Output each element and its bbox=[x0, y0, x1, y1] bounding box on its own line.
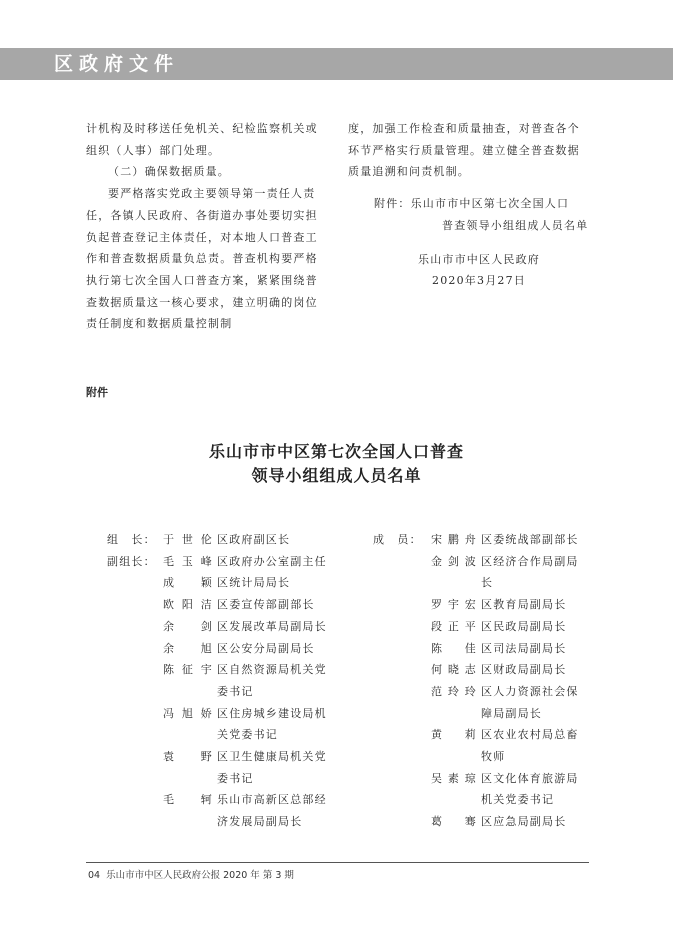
roster-role bbox=[373, 789, 431, 811]
roster-row bbox=[107, 659, 352, 681]
roster-row bbox=[107, 768, 352, 790]
roster-row bbox=[373, 551, 595, 573]
roster-name: 罗宇宏 bbox=[431, 598, 477, 612]
roster-name: 陈佳 bbox=[431, 641, 477, 655]
roster-position: 区委宣传部副部长 bbox=[217, 598, 315, 612]
roster-row bbox=[107, 724, 352, 746]
roster-row bbox=[373, 789, 595, 811]
section-header-bar bbox=[0, 48, 673, 80]
roster-row bbox=[107, 703, 352, 725]
roster-name: 葛骞 bbox=[431, 815, 477, 829]
attachment-label: 附件 bbox=[86, 386, 108, 399]
roster-position: 区住房城乡建设局机 bbox=[217, 706, 327, 720]
roster-name: 成颖 bbox=[163, 576, 213, 590]
roster-position: 济发展局副局长 bbox=[217, 815, 303, 829]
roster-role bbox=[373, 659, 431, 681]
roster-role bbox=[107, 616, 163, 638]
roster-position: 乐山市高新区总部经 bbox=[217, 793, 327, 807]
roster-position: 长 bbox=[481, 576, 494, 590]
body-paragraph: 要严格落实党政主要领导第一责任人责任，各镇人民政府、各街道办事处要切实担负起普查登记主体责任，对本地人口普查工作和普查数据质量负总责。普查机构要严格执行第七次全国人口普查方案，紧紧围绕普查数据质量这一核心要求，建立明确的岗位责任制度和数据质量控制制 bbox=[86, 187, 318, 331]
body-paragraph: 度，加强工作检查和质量抽查，对普查各个环节严格实行质量管理。建立健全普查数据质量追溯和问责机制。 bbox=[348, 122, 580, 179]
body-paragraph: （二）确保数据质量。 bbox=[108, 165, 230, 179]
attachment-note-line2: 普查领导小组组成人员名单 bbox=[442, 218, 589, 232]
roster-name bbox=[431, 746, 481, 768]
roster-position: 区卫生健康局机关党 bbox=[217, 750, 327, 764]
roster-name: 段正平 bbox=[431, 619, 477, 633]
roster-role bbox=[373, 746, 431, 768]
document-title-line2: 领导小组组成人员名单 bbox=[251, 466, 422, 485]
roster-role bbox=[107, 724, 163, 746]
roster-role bbox=[107, 811, 163, 833]
roster-role bbox=[107, 659, 163, 681]
roster-role bbox=[373, 724, 431, 746]
roster-position: 区民政局副局长 bbox=[481, 619, 567, 633]
roster-name: 金剑波 bbox=[431, 554, 477, 568]
roster-name: 吴素琼 bbox=[431, 771, 477, 785]
roster-name: 陈征宇 bbox=[163, 663, 213, 677]
roster-left-column bbox=[107, 529, 352, 833]
roster-name bbox=[163, 768, 217, 790]
roster-position: 障局副局长 bbox=[481, 706, 542, 720]
roster-role bbox=[107, 572, 163, 594]
roster-role: 副组长： bbox=[107, 554, 156, 568]
roster-row bbox=[373, 659, 595, 681]
roster-name bbox=[163, 681, 217, 703]
roster-name: 何晓志 bbox=[431, 663, 477, 677]
roster-right-column bbox=[373, 529, 595, 833]
roster-position: 区自然资源局机关党 bbox=[217, 663, 327, 677]
document-title-line1: 乐山市市中区第七次全国人口普查 bbox=[208, 442, 464, 461]
roster-position: 委书记 bbox=[217, 771, 254, 785]
roster-name bbox=[431, 572, 481, 594]
roster-position: 区人力资源社会保 bbox=[481, 684, 579, 698]
roster-position: 牧师 bbox=[481, 750, 506, 764]
roster-row bbox=[373, 529, 595, 551]
roster-row bbox=[373, 746, 595, 768]
roster-role bbox=[107, 703, 163, 725]
roster-row bbox=[107, 811, 352, 833]
roster-name: 余旭 bbox=[163, 641, 213, 655]
section-header-title: 区政府文件 bbox=[54, 53, 180, 75]
roster-role bbox=[373, 616, 431, 638]
body-text-right-column bbox=[348, 118, 590, 292]
roster-position: 区发展改革局副局长 bbox=[217, 619, 327, 633]
roster-name: 毛轲 bbox=[163, 793, 213, 807]
roster-position: 区农业农村局总畜 bbox=[481, 728, 579, 742]
footer-divider bbox=[86, 862, 589, 863]
roster-name bbox=[163, 724, 217, 746]
roster-row bbox=[107, 638, 352, 660]
roster-row bbox=[107, 594, 352, 616]
page-footer bbox=[88, 867, 294, 881]
roster-row bbox=[107, 572, 352, 594]
roster-row bbox=[373, 811, 595, 833]
roster-position: 区经济合作局副局 bbox=[481, 554, 579, 568]
roster-name: 宋鹏舟 bbox=[431, 533, 477, 546]
roster-name: 毛玉峰 bbox=[163, 554, 213, 568]
roster-row bbox=[373, 638, 595, 660]
roster-role bbox=[373, 594, 431, 616]
body-paragraph: 计机构及时移送任免机关、纪检监察机关或组织（人事）部门处理。 bbox=[86, 122, 318, 157]
roster-position: 区司法局副局长 bbox=[481, 641, 567, 655]
body-text-left-column bbox=[86, 118, 326, 335]
signature-org: 乐山市市中区人民政府 bbox=[418, 252, 540, 266]
roster-row bbox=[107, 746, 352, 768]
roster-role bbox=[373, 703, 431, 725]
roster-name: 于世伦 bbox=[163, 533, 213, 546]
roster-role bbox=[107, 638, 163, 660]
roster-role bbox=[373, 572, 431, 594]
roster-role bbox=[107, 681, 163, 703]
document-title bbox=[0, 440, 673, 488]
roster-position: 区政府副区长 bbox=[217, 533, 291, 546]
roster-role bbox=[373, 681, 431, 703]
roster-name: 袁野 bbox=[163, 750, 213, 764]
roster-position: 区文化体育旅游局 bbox=[481, 771, 579, 785]
roster-row bbox=[107, 681, 352, 703]
attachment-note-line1: 附件：乐山市市中区第七次全国人口 bbox=[374, 197, 570, 211]
roster-row bbox=[107, 616, 352, 638]
footer-publication: 乐山市市中区人民政府公报 2020 年 第 3 期 bbox=[106, 870, 294, 881]
roster-name: 黄莉 bbox=[431, 728, 477, 742]
roster-position: 委书记 bbox=[217, 684, 254, 698]
roster-position: 区公安分局副局长 bbox=[217, 641, 315, 655]
roster-name bbox=[163, 811, 217, 833]
roster-position: 关党委书记 bbox=[217, 728, 278, 742]
roster-role bbox=[107, 746, 163, 768]
roster-position: 区应急局副局长 bbox=[481, 815, 567, 829]
roster-row bbox=[107, 551, 352, 573]
roster-position: 区财政局副局长 bbox=[481, 663, 567, 677]
roster-role bbox=[107, 789, 163, 811]
roster-role bbox=[107, 594, 163, 616]
roster-role bbox=[107, 768, 163, 790]
roster-row bbox=[373, 768, 595, 790]
roster-position: 区委统战部副部长 bbox=[481, 533, 579, 546]
page-number: 04 bbox=[88, 870, 101, 881]
roster-role: 成 员： bbox=[373, 533, 422, 546]
roster-name: 欧阳洁 bbox=[163, 598, 213, 612]
roster-role bbox=[373, 551, 431, 573]
roster-role bbox=[373, 811, 431, 833]
roster-role: 组 长： bbox=[107, 533, 156, 546]
roster-position: 区政府办公室副主任 bbox=[217, 554, 327, 568]
roster-position: 区教育局副局长 bbox=[481, 598, 567, 612]
roster-role bbox=[373, 638, 431, 660]
roster-name bbox=[431, 703, 481, 725]
signature-date: 2020年3月27日 bbox=[432, 274, 526, 288]
roster-position: 区统计局局长 bbox=[217, 576, 291, 590]
roster-role bbox=[373, 768, 431, 790]
roster-row bbox=[373, 703, 595, 725]
roster-row bbox=[373, 594, 595, 616]
roster-row bbox=[373, 572, 595, 594]
roster-name: 余剑 bbox=[163, 619, 213, 633]
roster-name: 冯旭娇 bbox=[163, 706, 213, 720]
attachment-note bbox=[348, 193, 590, 236]
roster-name: 范玲玲 bbox=[431, 684, 477, 698]
roster-position: 机关党委书记 bbox=[481, 793, 555, 807]
roster-name bbox=[431, 789, 481, 811]
roster-row bbox=[107, 789, 352, 811]
roster-row bbox=[373, 616, 595, 638]
roster-row bbox=[373, 681, 595, 703]
roster-row bbox=[107, 529, 352, 551]
roster-row bbox=[373, 724, 595, 746]
